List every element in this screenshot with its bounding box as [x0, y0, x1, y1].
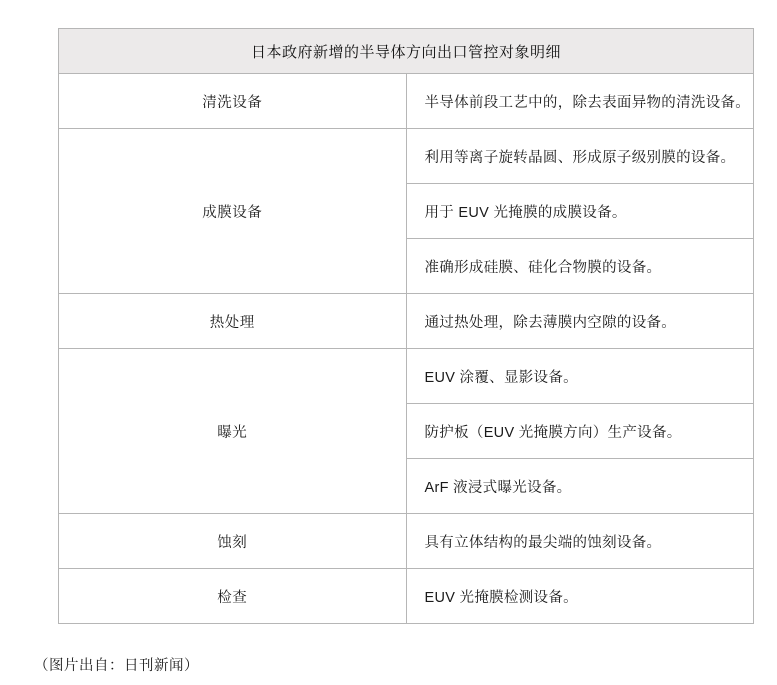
- description-cell: 通过热处理，除去薄膜内空隙的设备。: [406, 294, 754, 349]
- description-cell: 半导体前段工艺中的，除去表面异物的清洗设备。: [406, 74, 754, 129]
- table-row: [59, 294, 754, 349]
- description-cell: 防护板（EUV 光掩膜方向）生产设备。: [406, 404, 754, 459]
- category-cell: 成膜设备: [59, 129, 407, 294]
- table-row: [59, 569, 754, 624]
- table-row: [59, 74, 754, 129]
- table-row: [59, 129, 754, 184]
- category-cell: 蚀刻: [59, 514, 407, 569]
- category-cell: 热处理: [59, 294, 407, 349]
- description-cell: 准确形成硅膜、硅化合物膜的设备。: [406, 239, 754, 294]
- table-title-row: [59, 29, 754, 74]
- export-control-table: [58, 28, 754, 624]
- description-cell: 利用等离子旋转晶圆、形成原子级别膜的设备。: [406, 129, 754, 184]
- category-cell: 清洗设备: [59, 74, 407, 129]
- description-cell: 具有立体结构的最尖端的蚀刻设备。: [406, 514, 754, 569]
- description-cell: EUV 涂覆、显影设备。: [406, 349, 754, 404]
- category-cell: 曝光: [59, 349, 407, 514]
- description-cell: ArF 液浸式曝光设备。: [406, 459, 754, 514]
- image-source-caption: （图片出自：日刊新闻）: [34, 658, 199, 674]
- description-cell: 用于 EUV 光掩膜的成膜设备。: [406, 184, 754, 239]
- category-cell: 检查: [59, 569, 407, 624]
- table-row: [59, 349, 754, 404]
- table-container: [58, 28, 754, 624]
- table-title: 日本政府新增的半导体方向出口管控对象明细: [59, 29, 754, 74]
- description-cell: EUV 光掩膜检测设备。: [406, 569, 754, 624]
- table-row: [59, 514, 754, 569]
